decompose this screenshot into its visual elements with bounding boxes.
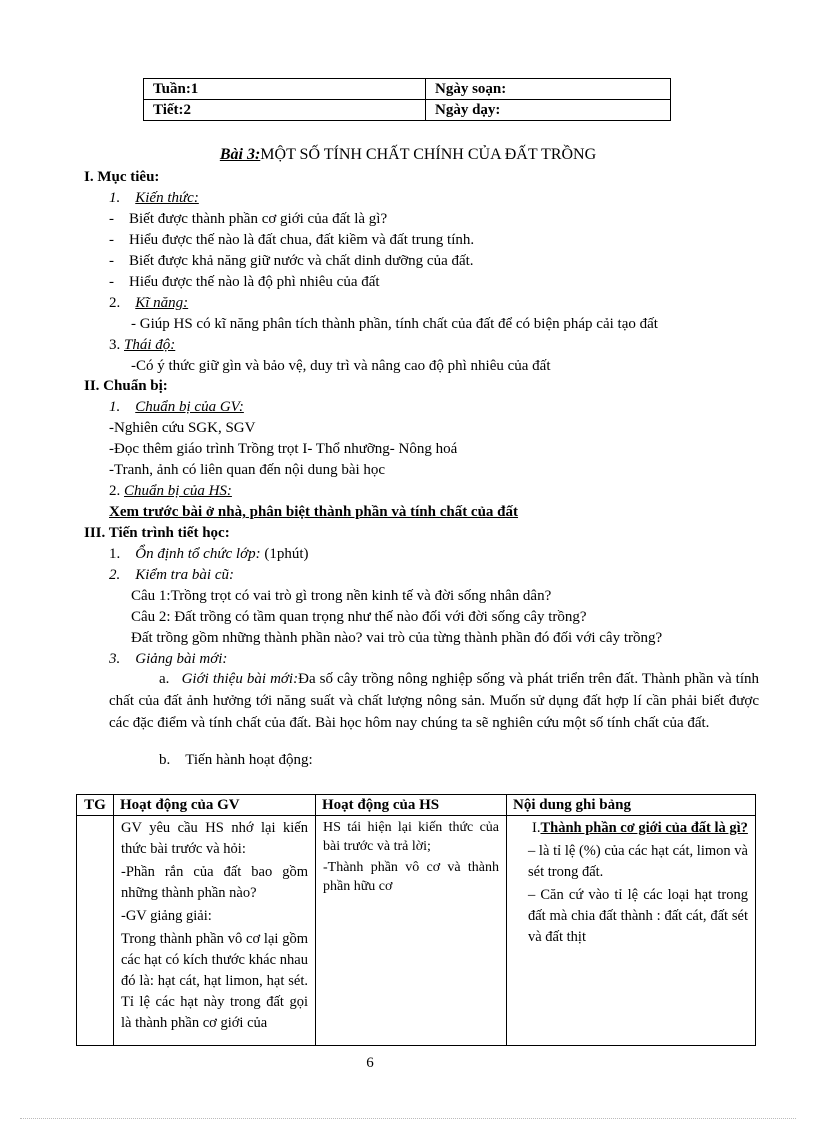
skills-subheading	[109, 295, 188, 312]
attitude-text: -Có ý thức giữ gìn và bảo vệ, duy trì và nâng cao độ phì nhiêu của đất	[131, 358, 551, 374]
step-1-label: Ổn định tổ chức lớp:	[135, 546, 261, 562]
list-item: - Hiểu được thế nào là độ phì nhiêu của đất	[109, 274, 380, 290]
content-heading-prefix: I.	[532, 820, 541, 836]
skills-text: - Giúp HS có kĩ năng phân tích thành phần, tính chất của đất để có biện pháp cải tạo đất	[131, 316, 658, 332]
intro-paragraph	[109, 668, 759, 734]
attitude-label: Thái độ:	[124, 337, 176, 353]
review-question-1: Câu 1:Trồng trọt có vai trò gì trong nền kinh tế và đời sống nhân dân?	[131, 588, 552, 604]
attitude-subheading	[109, 337, 175, 354]
activity-prefix: b.	[159, 752, 171, 768]
teacher-prep-subheading	[109, 399, 244, 416]
teach-date-cell: Ngày dạy:	[426, 100, 671, 121]
section-process-heading: III. Tiến trình tiết học:	[84, 525, 230, 541]
knowledge-subheading	[109, 190, 199, 207]
list-item: - Hiểu được thế nào là đất chua, đất kiềm và đất trung tính.	[109, 232, 475, 248]
week-cell: Tuần:1	[144, 79, 426, 100]
student-text: HS tái hiện lại kiến thức của bài trước và trả lời;	[323, 820, 499, 854]
review-question-3: Đất trồng gồm những thành phần nào? vai trò của từng thành phần đó đối với cây trồng?	[131, 630, 663, 646]
teacher-prep-item-1: -Nghiên cứu SGK, SGV	[109, 420, 256, 436]
content-item-1: – là tỉ lệ (%) của các hạt cát, limon và sét trong đất.	[528, 843, 748, 880]
student-prep-text: Xem trước bài ở nhà, phân biệt thành phần và tính chất của đất	[109, 504, 519, 520]
header-info-table	[143, 78, 671, 121]
student-answer: -Thành phần vô cơ và thành phần hữu cơ	[323, 860, 499, 894]
step-2-label: Kiểm tra bài cũ:	[135, 567, 234, 583]
knowledge-item-1: Biết được thành phần cơ giới của đất là gì?	[129, 211, 388, 227]
knowledge-num: 1.	[109, 190, 121, 206]
activity-text: Tiến hành hoạt động:	[185, 752, 313, 768]
skills-num: 2.	[109, 295, 121, 311]
page-number: 6	[366, 1055, 374, 1071]
header-teacher: Hoạt động của GV	[114, 795, 316, 816]
intro-text: Đa số cây trồng nông nghiệp sống và phát triển trên đất. Thành phần và tính chất của đất ảnh hưởng tới năng suất và chất lượng nông sản. Muốn sử dụng đất hợp lí cần phải biết được các đặc điểm và tính chất của đất. Bài học hôm nay chúng ta sẽ nghiên cứu một số tính chất của đất.	[109, 671, 759, 731]
content-heading	[508, 817, 754, 840]
student-prep-subheading	[109, 483, 232, 500]
content-item-2: – Căn cứ vào tỉ lệ các loại hạt trong đất mà chia đất thành : đất cát, đất sét và đất thịt	[528, 887, 748, 945]
period-cell: Tiết:2	[144, 100, 426, 121]
teacher-prep-label: Chuẩn bị của GV:	[135, 399, 244, 415]
knowledge-item-2: Hiểu được thế nào là đất chua, đất kiềm và đất trung tính.	[129, 232, 475, 248]
list-item: - Biết được khả năng giữ nước và chất dinh dưỡng của đất.	[109, 253, 474, 269]
list-item: - Biết được thành phần cơ giới của đất là gì?	[109, 211, 388, 227]
step-3-num: 3.	[109, 651, 121, 667]
activity-line	[159, 752, 313, 769]
intro-label: Giới thiệu bài mới:	[181, 671, 299, 687]
step-3-label: Giảng bài mới:	[135, 651, 228, 667]
knowledge-label: Kiến thức:	[135, 190, 199, 206]
step-1-time: (1phút)	[260, 546, 309, 562]
student-activity-cell	[316, 816, 507, 1046]
lesson-title-text: MỘT SỐ TÍNH CHẤT CHÍNH CỦA ĐẤT TRỒNG	[260, 146, 597, 163]
step-1-num: 1.	[109, 546, 121, 562]
header-content: Nội dung ghi bảng	[507, 795, 756, 816]
attitude-num: 3.	[109, 337, 121, 353]
student-prep-label: Chuẩn bị của HS:	[124, 483, 232, 499]
step-3	[109, 651, 227, 668]
lesson-title	[0, 146, 816, 164]
lesson-number: Bài 3:	[219, 146, 261, 163]
teacher-prep-item-3: -Tranh, ảnh có liên quan đến nội dung bài học	[109, 462, 386, 478]
content-heading-text: Thành phần cơ giới của đất là gì?	[540, 820, 748, 836]
time-cell	[77, 816, 114, 1046]
header-student: Hoạt động của HS	[316, 795, 507, 816]
review-question-2: Câu 2: Đất trồng có tầm quan trọng như thế nào đối với đời sống cây trồng?	[131, 609, 587, 625]
teacher-text: GV yêu cầu HS nhớ lại kiến thức bài trước và hỏi:	[121, 820, 308, 857]
table-header-row	[77, 795, 756, 816]
step-2	[109, 567, 234, 584]
teacher-explain: -GV giảng giải:	[121, 908, 212, 924]
section-preparation-heading: II. Chuẩn bị:	[84, 378, 168, 394]
teacher-question: -Phần rắn của đất bao gồm những thành phần nào?	[121, 864, 308, 901]
knowledge-item-4: Hiểu được thế nào là độ phì nhiêu của đất	[129, 274, 380, 290]
page-divider	[20, 1118, 796, 1119]
step-2-num: 2.	[109, 567, 121, 583]
table-row	[77, 816, 756, 1046]
activity-table	[76, 794, 756, 1046]
prepare-date-cell: Ngày soạn:	[426, 79, 671, 100]
content-cell	[507, 816, 756, 1046]
teacher-activity-cell	[114, 816, 316, 1046]
header-tg: TG	[77, 795, 114, 816]
knowledge-item-3: Biết được khả năng giữ nước và chất dinh dưỡng của đất.	[129, 253, 474, 269]
teacher-prep-item-2: -Đọc thêm giáo trình Trồng trọt I- Thổ nhưỡng- Nông hoá	[109, 441, 458, 457]
step-1	[109, 546, 309, 563]
section-objectives-heading	[84, 169, 159, 186]
student-prep-num: 2.	[109, 483, 121, 499]
section-objectives-label: I. Mục tiêu:	[84, 169, 160, 185]
skills-label: Kĩ năng:	[135, 295, 189, 311]
teacher-prep-num: 1.	[109, 399, 121, 415]
teacher-detail: Trong thành phần vô cơ lại gồm các hạt có kích thước khác nhau đó là: hạt cát, hạt limon, hạt sét. Tỉ lệ các hạt này trong đất gọi là thành phần cơ giới của	[121, 931, 308, 1031]
intro-prefix: a.	[159, 671, 170, 687]
